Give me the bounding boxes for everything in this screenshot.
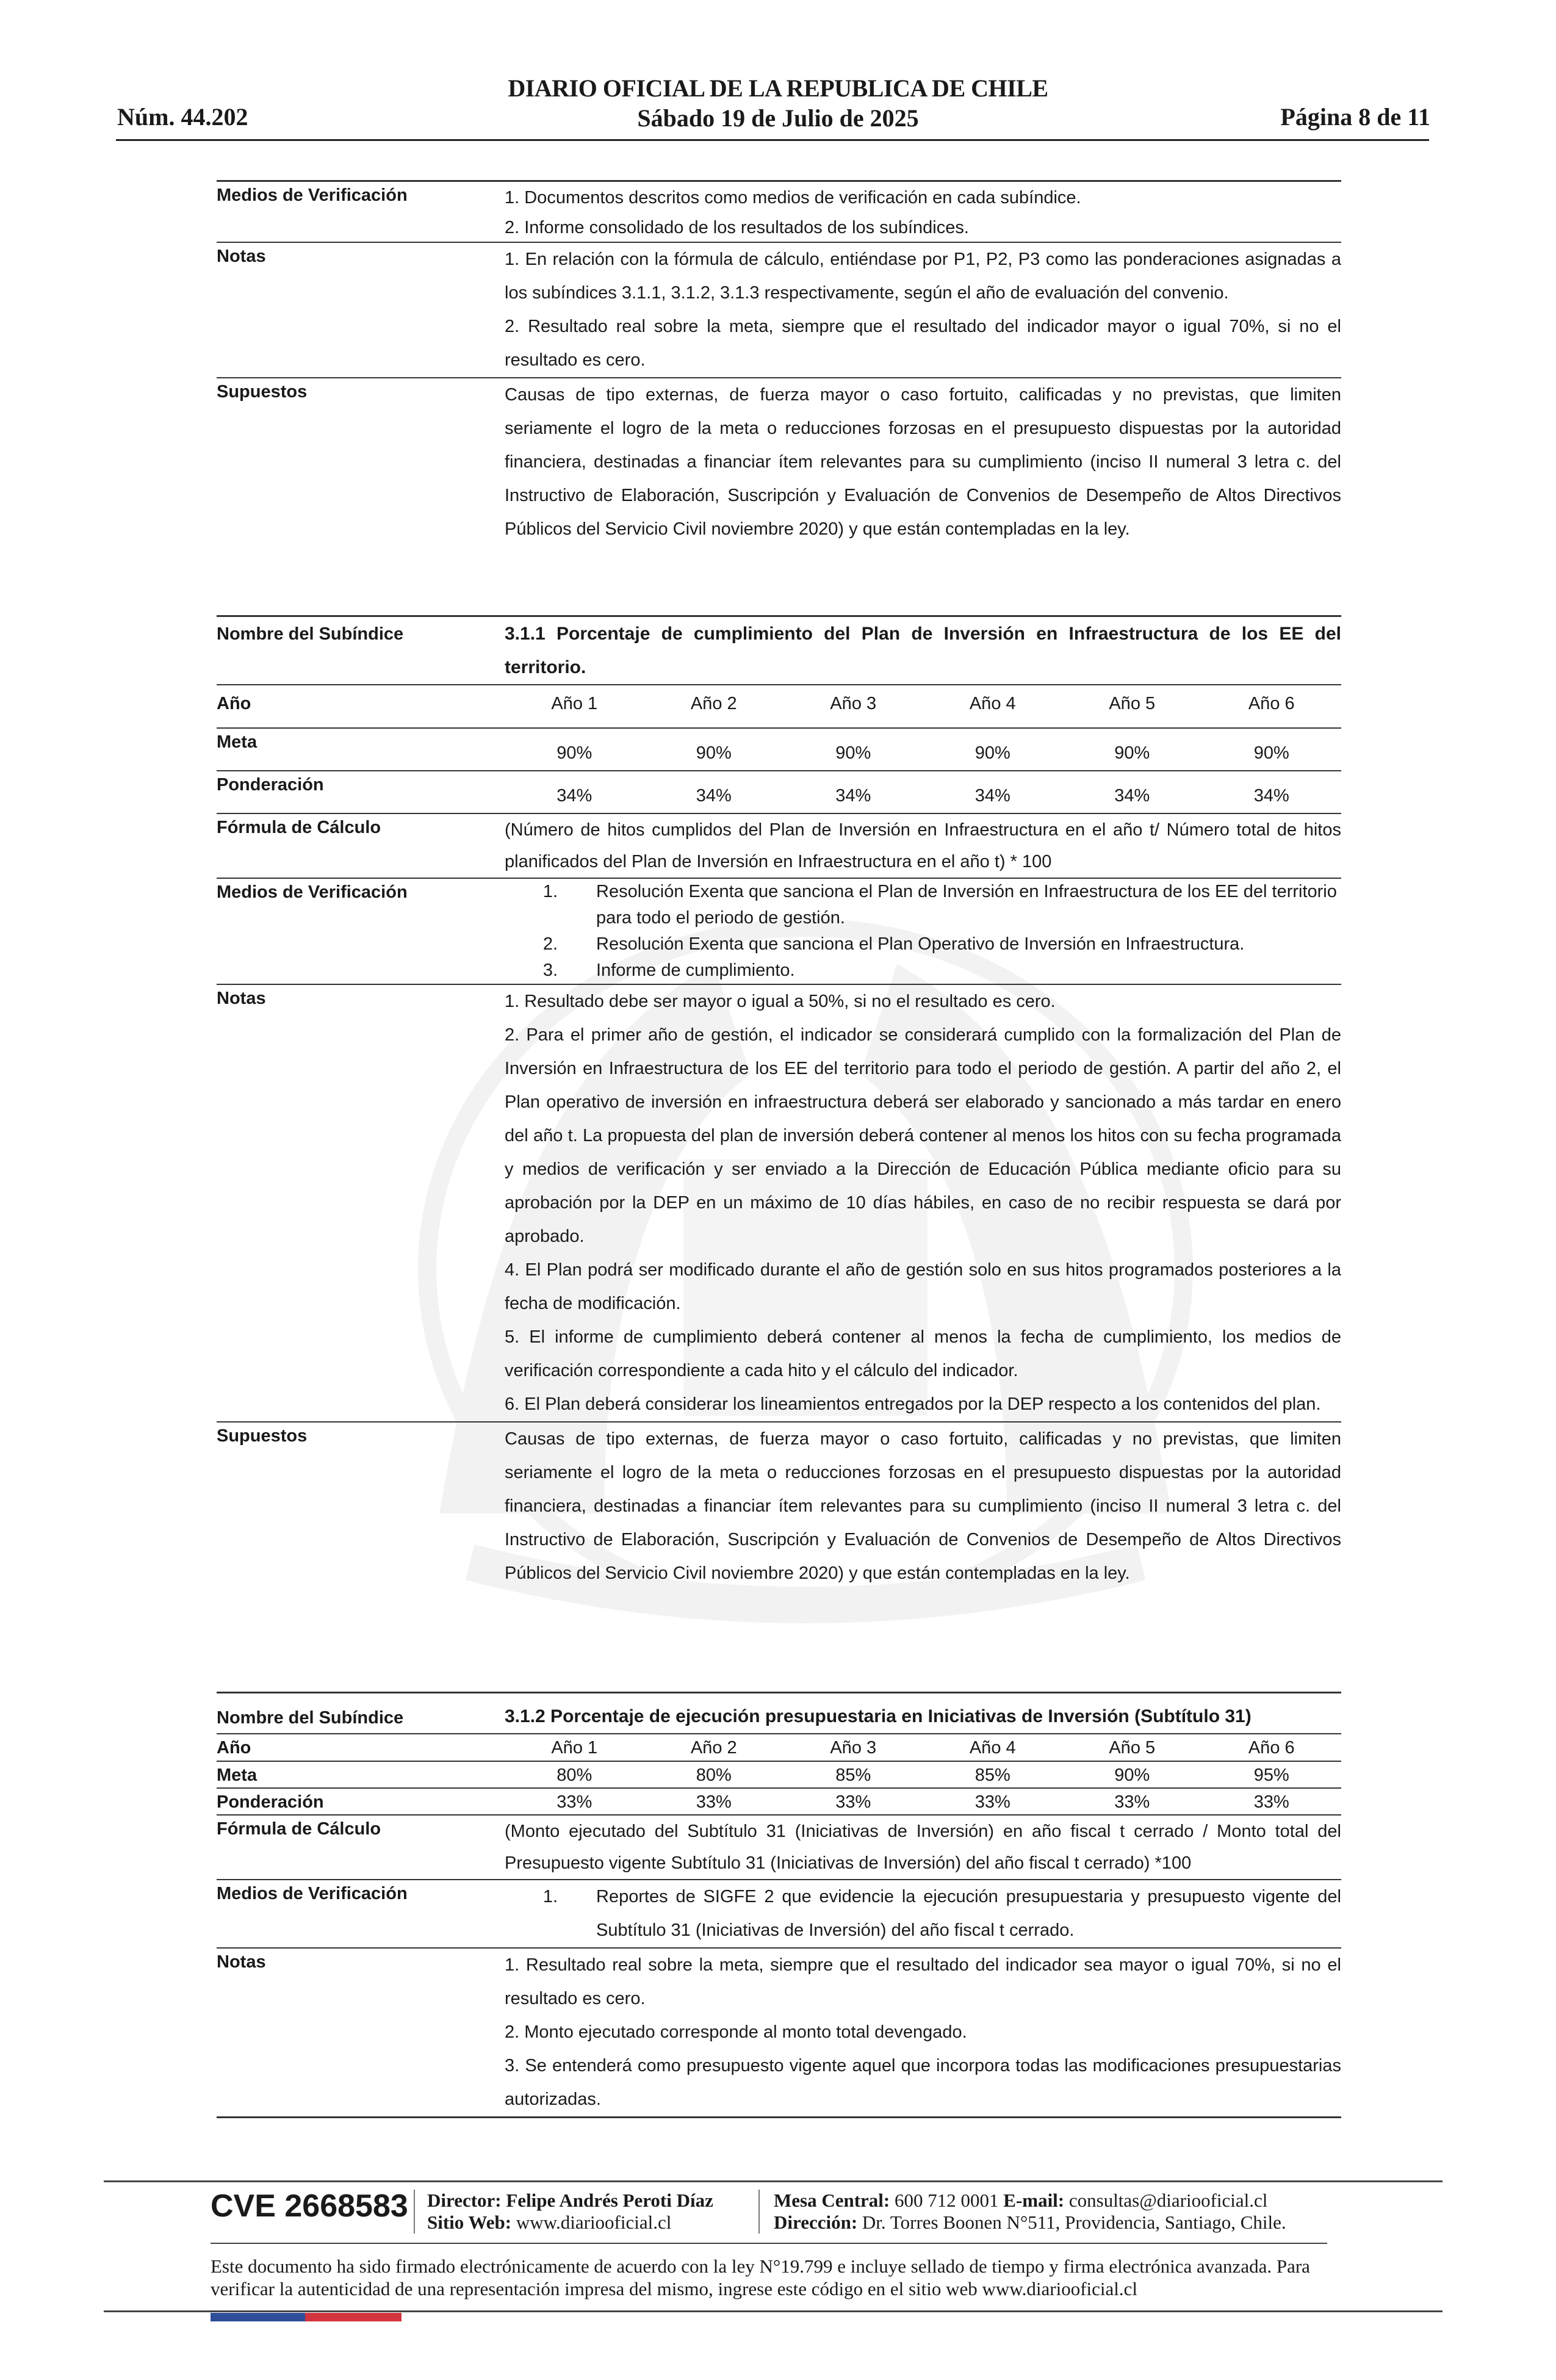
meta-cell: 90% <box>783 728 923 771</box>
verification-means <box>505 181 1341 243</box>
website-link[interactable]: www.diariooficial.cl <box>516 2212 672 2233</box>
footer-separator <box>414 2190 415 2234</box>
weight-cell: 34% <box>644 771 784 813</box>
row-label: Medios de Verificación <box>217 878 505 984</box>
list-item: 1. Resolución Exenta que sanciona el Plan de Inversión en Infraestructura de los EE del territorio para todo el periodo de gestión. <box>542 882 1337 928</box>
year-cell: Año 1 <box>505 685 644 728</box>
row-label: Supuestos <box>217 1426 308 1446</box>
list-item: 2. Monto ejecutado corresponde al monto total devengado. <box>505 2022 967 2042</box>
year-cell: Año 6 <box>1202 1734 1342 1761</box>
notes <box>505 984 1341 1422</box>
weight-cell: 33% <box>1202 1788 1342 1815</box>
footer-divider <box>211 2243 1327 2244</box>
meta-cell: 90% <box>1062 1761 1202 1788</box>
cve-code: CVE 2668583 <box>211 2188 408 2224</box>
year-cell: Año 2 <box>644 1734 784 1761</box>
row-label: Ponderación <box>217 771 505 813</box>
email-link[interactable]: consultas@diariooficial.cl <box>1068 2190 1268 2211</box>
list-item: 2. Resolución Exenta que sanciona el Plan Operativo de Inversión en Infraestructura. <box>542 934 1245 954</box>
row-label: Nombre del Subíndice <box>217 1693 505 1734</box>
verification-means <box>505 878 1341 984</box>
year-cell: Año 5 <box>1062 1734 1202 1761</box>
notes <box>505 242 1341 378</box>
row-label: Nombre del Subíndice <box>217 616 505 685</box>
formula: (Monto ejecutado del Subtítulo 31 (Iniciativas de Inversión) en año fiscal t cerrado / Monto total del Presupuesto vigente Subtítulo 31 (Iniciativas de Inversión) del año fiscal t cerrado) *100 <box>505 1816 1341 1880</box>
list-item: 1. Resultado debe ser mayor o igual a 50%, si no el resultado es cero. <box>505 992 1056 1011</box>
meta-cell: 90% <box>923 728 1063 771</box>
list-item: 2. Para el primer año de gestión, el indicador se considerará cumplido con la formalización del Plan de Inversión en Infraestructura de los EE del territorio para todo el periodo de gestión. A partir del año 2, el Plan operativo de inversión en infraestructura deberá ser elaborado y sancionado a más tardar en enero del año t. La propuesta del plan de inversión deberá contener al menos los hitos con su fecha programada y medios de verificación y ser enviado a la Dirección de Educación Pública mediante oficio para su aprobación por la DEP en un máximo de 10 días hábiles, en caso de no recibir respuesta se dará por aprobado. <box>505 1025 1341 1246</box>
row-label: Fórmula de Cálculo <box>217 1816 505 1880</box>
list-item: 2. Resultado real sobre la meta, siempre que el resultado del indicador mayor o igual 70%, si no el resultado es cero. <box>505 317 1341 370</box>
flag-stripe-red <box>305 2313 402 2321</box>
weight-cell: 34% <box>1202 771 1342 813</box>
year-cell: Año 5 <box>1062 685 1202 728</box>
header-divider <box>116 139 1429 141</box>
meta-cell: 90% <box>505 728 644 771</box>
weight-cell: 34% <box>783 771 923 813</box>
weight-cell: 33% <box>923 1788 1063 1815</box>
notes <box>505 1948 1341 2118</box>
list-item: 5. El informe de cumplimiento deberá contener al menos la fecha de cumplimiento, los medios de verificación correspondiente a cada hito y el cálculo del indicador. <box>505 1327 1341 1380</box>
row-label: Notas <box>217 242 505 378</box>
address: Dr. Torres Boonen N°511, Providencia, Santiago, Chile. <box>862 2212 1286 2233</box>
section-index-summary <box>217 180 1341 546</box>
weight-cell: 34% <box>505 771 644 813</box>
assumptions: Causas de tipo externas, de fuerza mayor o caso fortuito, calificadas y no previstas, que limiten seriamente el logro de la meta o reducciones forzosas en el presupuesto dispuestas por la autoridad financiera, destinadas a financiar ítem relevantes para su cumplimiento (inciso II numeral 3 letra c. del Instructivo de Elaboración, Suscripción y Evaluación de Convenios de Desempeño de Altos Directivos Públicos del Servicio Civil noviembre 2020) y que están contempladas en la ley. <box>505 385 1341 539</box>
assumptions: Causas de tipo externas, de fuerza mayor o caso fortuito, calificadas y no previstas, que limiten seriamente el logro de la meta o reducciones forzosas en el presupuesto dispuestas por la autoridad financiera, destinadas a financiar ítem relevantes para su cumplimiento (inciso II numeral 3 letra c. del Instructivo de Elaboración, Suscripción y Evaluación de Convenios de Desempeño de Altos Directivos Públicos del Servicio Civil noviembre 2020) y que están contempladas en la ley. <box>505 1429 1341 1583</box>
list-item: 1. Reportes de SIGFE 2 que evidencie la ejecución presupuestaria y presupuesto vigente del Subtítulo 31 (Iniciativas de Inversión) del año fiscal t cerrado. <box>542 1887 1341 1940</box>
weight-cell: 33% <box>644 1788 784 1815</box>
section-subindex-3-1-2 <box>217 1692 1341 2118</box>
row-label: Supuestos <box>217 382 308 402</box>
subindex-name: 3.1.2 Porcentaje de ejecución presupuestaria en Iniciativas de Inversión (Subtítulo 31) <box>505 1693 1341 1734</box>
year-cell: Año 6 <box>1202 685 1342 728</box>
weight-cell: 33% <box>1062 1788 1202 1815</box>
director-name: Felipe Andrés Peroti Díaz <box>506 2190 713 2211</box>
meta-cell: 95% <box>1202 1761 1342 1788</box>
issue-date: Sábado 19 de Julio de 2025 <box>637 104 919 132</box>
section-subindex-3-1-1 <box>217 615 1341 1590</box>
footer-director-block: Director: Felipe Andrés Peroti Díaz Sitio Web: www.diariooficial.cl <box>427 2190 713 2233</box>
list-item: 1. En relación con la fórmula de cálculo, entiéndase por P1, P2, P3 como las ponderaciones asignadas a los subíndices 3.1.1, 3.1.2, 3.1.3 respectivamente, según el año de evaluación del convenio. <box>505 250 1341 303</box>
newspaper-title: DIARIO OFICIAL DE LA REPUBLICA DE CHILE <box>508 74 1048 102</box>
legal-notice: Este documento ha sido firmado electrónicamente de acuerdo con la ley N°19.799 e incluye sellado de tiempo y firma electrónica avanzada. Para verificar la autenticidad de una representación impresa del mismo, ingrese este código en el sitio web www.diariooficial.cl <box>211 2256 1310 2299</box>
subindex-name: 3.1.1 Porcentaje de cumplimiento del Plan de Inversión en Infraestructura de los EE del territorio. <box>505 616 1341 685</box>
row-label: Meta <box>217 728 505 771</box>
row-label: Ponderación <box>217 1788 505 1815</box>
meta-cell: 90% <box>1062 728 1202 771</box>
meta-cell: 85% <box>783 1761 923 1788</box>
meta-cell: 85% <box>923 1761 1063 1788</box>
flag-stripe-blue <box>211 2313 305 2321</box>
meta-cell: 80% <box>505 1761 644 1788</box>
year-cell: Año 4 <box>923 1734 1063 1761</box>
meta-cell: 90% <box>1202 728 1342 771</box>
meta-cell: 80% <box>644 1761 784 1788</box>
footer-divider <box>104 2310 1443 2312</box>
list-item: 3. Se entenderá como presupuesto vigente aquel que incorpora todas las modificaciones presupuestarias autorizadas. <box>505 2056 1341 2109</box>
formula: (Número de hitos cumplidos del Plan de Inversión en Infraestructura en el año t/ Número total de hitos planificados del Plan de Inversión en Infraestructura en el año t) * 100 <box>505 814 1341 878</box>
weight-cell: 34% <box>923 771 1063 813</box>
year-cell: Año 3 <box>783 1734 923 1761</box>
row-label: Año <box>217 1734 505 1761</box>
meta-cell: 90% <box>644 728 784 771</box>
row-label: Año <box>217 685 505 728</box>
row-label: Notas <box>217 984 505 1422</box>
row-label: Medios de Verificación <box>217 1880 505 1948</box>
row-label: Fórmula de Cálculo <box>217 814 505 878</box>
row-label: Medios de Verificación <box>217 181 505 243</box>
row-label: Meta <box>217 1761 505 1788</box>
issue-number: Núm. 44.202 <box>117 103 248 131</box>
year-cell: Año 1 <box>505 1734 644 1761</box>
year-cell: Año 3 <box>783 685 923 728</box>
list-item: 1. Documentos descritos como medios de verificación en cada subíndice. <box>505 188 1081 207</box>
list-item: 4. El Plan podrá ser modificado durante el año de gestión solo en sus hitos programados posteriores a la fecha de modificación. <box>505 1260 1341 1313</box>
list-item: 2. Informe consolidado de los resultados de los subíndices. <box>505 218 969 237</box>
page-number: Página 8 de 11 <box>1280 103 1430 131</box>
list-item: 3. Informe de cumplimiento. <box>542 961 795 980</box>
footer-contact-block: Mesa Central: 600 712 0001 E-mail: consultas@diariooficial.cl Dirección: Dr. Torres Boonen N°511, Providencia, Santiago, Chile. <box>774 2190 1286 2233</box>
year-cell: Año 4 <box>923 685 1063 728</box>
list-item: 1. Resultado real sobre la meta, siempre que el resultado del indicador sea mayor o igual 70%, si no el resultado es cero. <box>505 1955 1341 2008</box>
row-label: Notas <box>217 1948 505 2118</box>
list-item: 6. El Plan deberá considerar los lineamientos entregados por la DEP respecto a los contenidos del plan. <box>505 1394 1321 1414</box>
weight-cell: 34% <box>1062 771 1202 813</box>
verification-means <box>505 1880 1341 1948</box>
weight-cell: 33% <box>505 1788 644 1815</box>
year-cell: Año 2 <box>644 685 784 728</box>
footer-divider <box>104 2180 1443 2182</box>
footer-separator <box>758 2190 760 2234</box>
phone-number: 600 712 0001 <box>895 2190 999 2211</box>
weight-cell: 33% <box>783 1788 923 1815</box>
